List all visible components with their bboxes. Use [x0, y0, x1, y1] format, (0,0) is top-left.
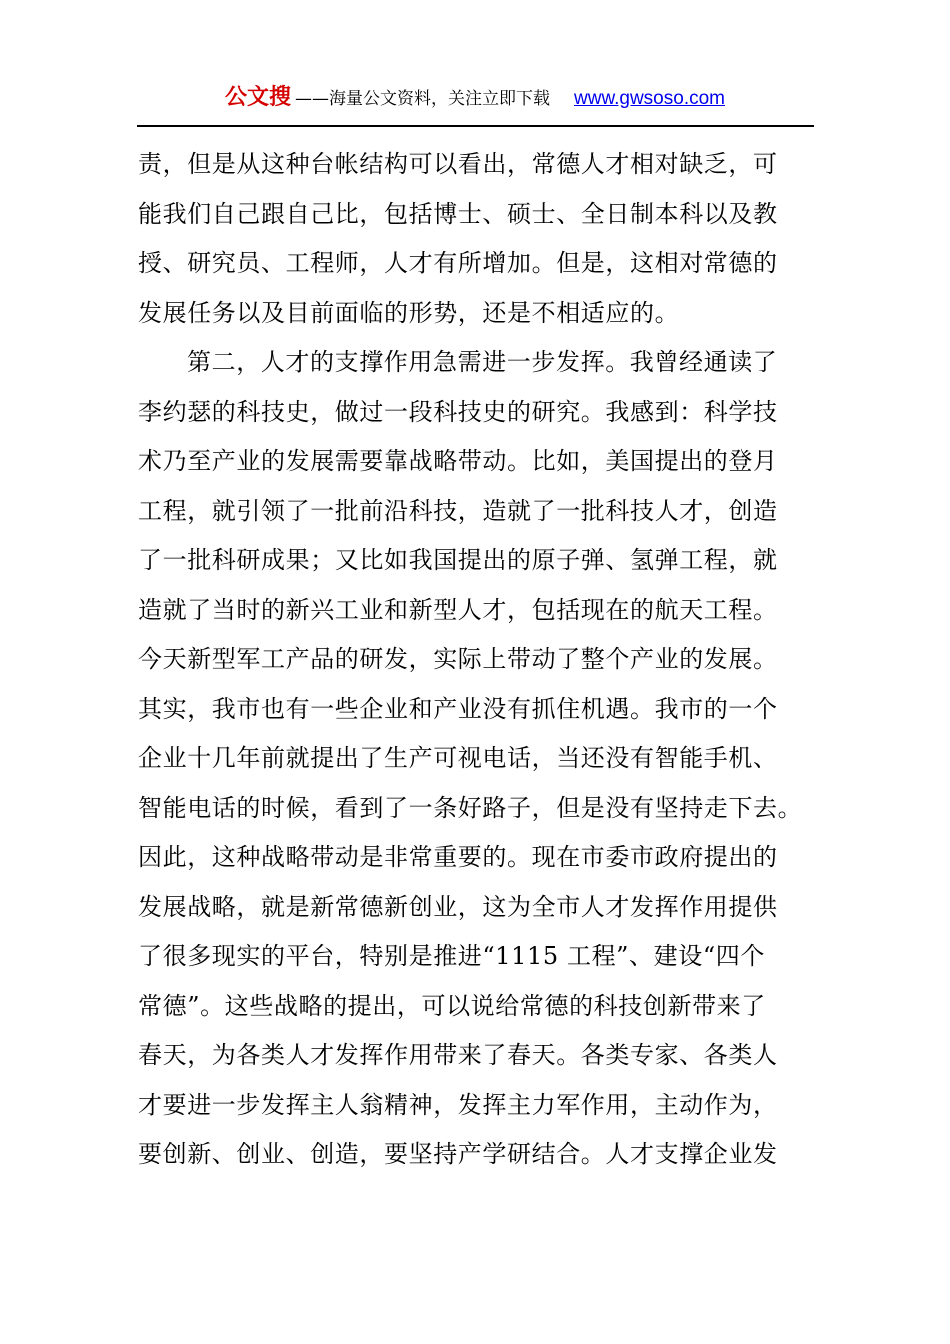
text-line: 发展任务以及目前面临的形势，还是不相适应的。 — [138, 298, 680, 327]
text-line: 因此，这种战略带动是非常重要的。现在市委市政府提出的 — [138, 843, 778, 871]
text-line: 术乃至产业的发展需要靠战略带动。比如，美国提出的登月 — [138, 447, 778, 475]
text-line: 今天新型军工产品的研发，实际上带动了整个产业的发展。 — [138, 645, 778, 673]
header-slogan: ——海量公文资料，关注立即下载 — [295, 89, 550, 109]
header-divider — [137, 125, 814, 127]
text-line: 发展战略，就是新常德新创业，这为全市人才发挥作用提供 — [138, 892, 778, 921]
text-line: 企业十几年前就提出了生产可视电话，当还没有智能手机、 — [138, 744, 778, 772]
page-header — [0, 80, 950, 111]
text-line: 春天，为各类人才发挥作用带来了春天。各类专家、各类人 — [138, 1041, 778, 1069]
text-line: 要创新、创业、创造，要坚持产学研结合。人才支撑企业发 — [138, 1140, 778, 1168]
text-line: 才要进一步发挥主人翁精神，发挥主力军作用，主动作为， — [138, 1090, 778, 1119]
text-line: 造就了当时的新兴工业和新型人才，包括现在的航天工程。 — [138, 595, 778, 624]
text-line: 能我们自己跟自己比，包括博士、硕士、全日制本科以及教 — [138, 199, 778, 228]
text-line: 智能电话的时候，看到了一条好路子，但是没有坚持走下去。 — [138, 793, 803, 822]
brand-logo-text: 公文搜 — [224, 85, 291, 110]
text-line: 了一批科研成果；又比如我国提出的原子弹、氢弹工程，就 — [138, 546, 778, 574]
text-line: 其实，我市也有一些企业和产业没有抓住机遇。我市的一个 — [138, 694, 778, 723]
text-line: 工程，就引领了一批前沿科技，造就了一批科技人才，创造 — [138, 496, 778, 525]
text-line: 李约瑟的科技史，做过一段科技史的研究。我感到：科学技 — [138, 397, 778, 426]
website-link[interactable]: www.gwsoso.com — [574, 88, 725, 109]
text-line: 授、研究员、工程师，人才有所增加。但是，这相对常德的 — [138, 249, 778, 277]
text-line: 常德”。这些战略的提出，可以说给常德的科技创新带来了 — [138, 991, 766, 1020]
text-line: 了很多现实的平台，特别是推进“1115 工程”、建设“四个 — [138, 942, 765, 970]
text-line: 责，但是从这种台帐结构可以看出，常德人才相对缺乏，可 — [138, 150, 778, 178]
document-body — [138, 140, 838, 1180]
paragraph-start-line: 第二，人才的支撑作用急需进一步发挥。我曾经通读了 — [187, 348, 778, 376]
